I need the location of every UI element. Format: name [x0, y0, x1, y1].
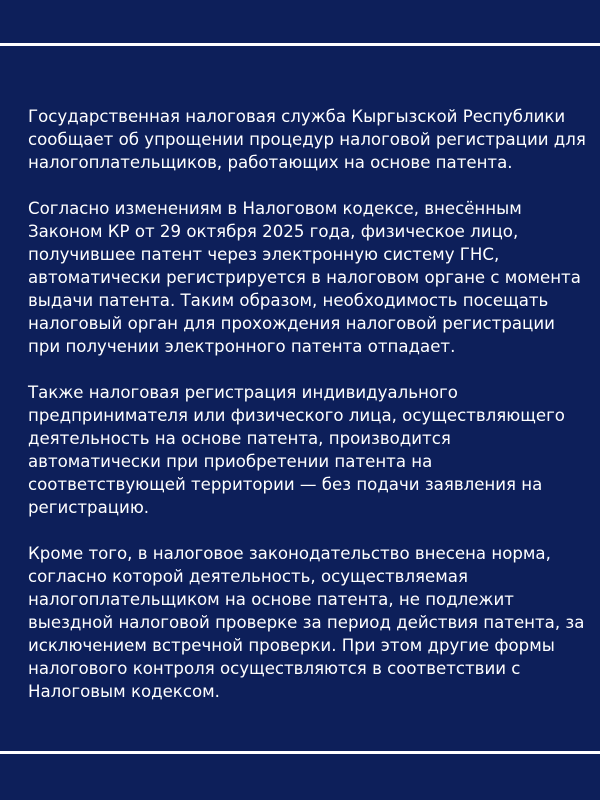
top-divider [0, 43, 600, 46]
bottom-divider [0, 751, 600, 754]
paragraph-tax-audit: Кроме того, в налоговое законодательство внесена норма, согласно которой деятельность, осуществляемая налогоплательщиком на основе патента, не подлежит выездной налоговой проверке за период действия патента, за исключением встречной проверки. При этом другие формы налогового контроля осуществляются в соответствии с Налоговым кодексом. [28, 544, 585, 701]
paragraph-auto-registration: Согласно изменениям в Налоговом кодексе, внесённым Законом КР от 29 октября 2025 года, физическое лицо, получившее патент через электронную систему ГНС, автоматически регистрируется в налоговом органе с момента выдачи патента. Таким образом, необходимость посещать налоговый орган для прохождения налоговой регистрации при получении электронного патента отпадает. [28, 199, 581, 356]
announcement-body [28, 105, 588, 703]
paragraph-entrepreneur-registration: Также налоговая регистрация индивидуального предпринимателя или физического лица, осуществляющего деятельность на основе патента, производится автоматически при приобретении патента на соответствующей территории — без подачи заявления на регистрацию. [28, 383, 565, 517]
paragraph-intro: Государственная налоговая служба Кыргызской Республики сообщает об упрощении процедур налоговой регистрации для налогоплательщиков, работающих на основе патента. [28, 107, 586, 172]
